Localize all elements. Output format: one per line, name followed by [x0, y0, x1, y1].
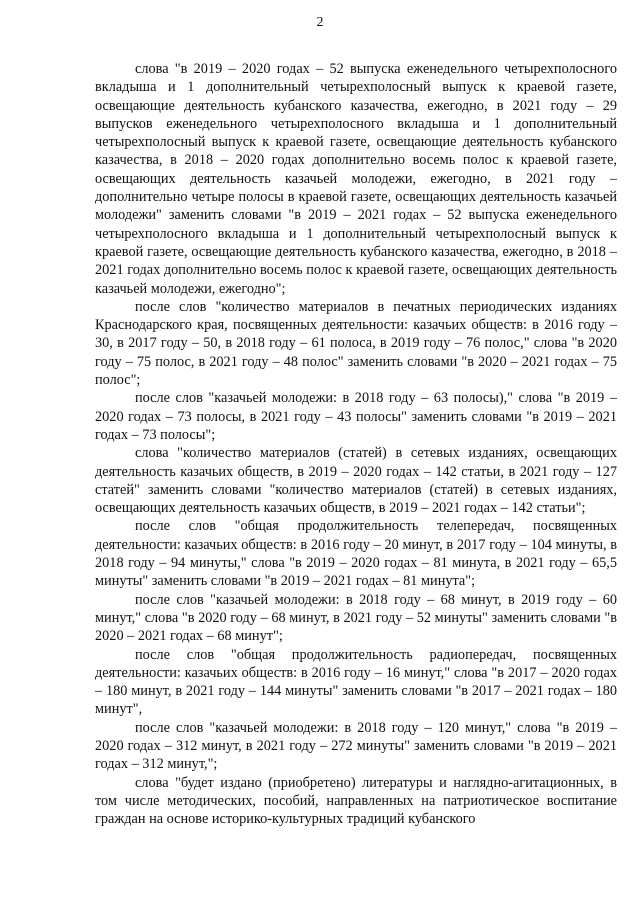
paragraph-4: слова "количество материалов (статей) в сетевых изданиях, освещающих деятельность казачьих обществ, в 2019 – 2020 годах – 142 статьи, в 2021 году – 127 статей" заменить словами "количество материалов (статей) в сетевых изданиях, освещающих деятельность казачьих обществ, в 2019 – 2021 годах – 142 статьи"; [95, 445, 617, 517]
paragraph-3: после слов "казачьей молодежи: в 2018 году – 63 полосы)," слова "в 2019 – 2020 годах – 73 полосы, в 2021 году – 43 полосы" заменить словами "в 2019 – 2021 годах – 73 полосы"; [95, 390, 617, 443]
document-body [95, 60, 617, 828]
paragraph-6: после слов "казачьей молодежи: в 2018 году – 68 минут, в 2019 году – 60 минут," слова "в 2020 году – 68 минут, в 2021 году – 52 минуты" заменить словами "в 2020 – 2021 годах – 68 минут"; [95, 591, 617, 645]
paragraph-9: слова "будет издано (приобретено) литературы и наглядно-агитационных, в том числе методических, пособий, направленных на патриотическое воспитание граждан на основе историко-культурных традиций кубанского [95, 774, 617, 828]
paragraph-7: после слов "общая продолжительность радиопередач, посвященных деятельности: казачьих обществ: в 2016 году – 16 минут," слова "в 2017 – 2020 годах – 180 минут, в 2021 году – 144 минуты" заменить словами "в 2017 – 2021 годах – 180 минут", [95, 646, 617, 718]
paragraph-8: после слов "казачьей молодежи: в 2018 году – 120 минут," слова "в 2019 – 2020 годах – 312 минут, в 2021 году – 272 минуты" заменить словами "в 2019 – 2021 годах – 312 минут,"; [95, 719, 617, 773]
paragraph-2: после слов "количество материалов в печатных периодических изданиях Краснодарского края, посвященных деятельности: казачьих обществ: в 2016 году – 30, в 2017 году – 50, в 2018 году – 61 полоса, в 2019 году – 76 полос," слова "в 2020 году – 75 полос, в 2021 году – 48 полос" заменить словами "в 2020 – 2021 годах – 75 полос"; [95, 298, 617, 389]
page-number: 2 [316, 15, 324, 30]
paragraph-1: слова "в 2019 – 2020 годах – 52 выпуска еженедельного четырехполосного вкладыша и 1 дополнительный четырехполосный выпуск к краевой газете, освещающие деятельность кубанского казачества, ежегодно, в 2021 году – 29 выпусков еженедельного четырехполосного вкладыша и 1 дополнительный четырехполосный выпуск к краевой газете, освещающие деятельность кубанского казачества, в 2018 – 2020 годах дополнительно восемь полос к краевой газете, освещающих деятельность казачьей молодежи, ежегодно, в 2021 году – дополнительно четыре полосы в краевой газете, освещающих деятельность казачьей молодежи" заменить словами "в 2019 – 2021 годах – 52 выпуска еженедельного четырехполосного вкладыша и 1 дополнительный четырехполосный выпуск к краевой газете, освещающие деятельность кубанского казачества, ежегодно, в 2018 – 2021 годах дополнительно восемь полос к краевой газете, освещающих деятельность казачьей молодежи, ежегодно"; [95, 61, 617, 297]
paragraph-5: после слов "общая продолжительность телепередач, посвященных деятельности: казачьих обществ: в 2016 году – 20 минут, в 2017 году – 104 минуты, в 2018 году – 94 минуты," слова "в 2019 – 2020 годах – 81 минута, в 2021 году – 65,5 минуты" заменить словами "в 2019 – 2021 годах – 81 минута"; [95, 518, 617, 590]
